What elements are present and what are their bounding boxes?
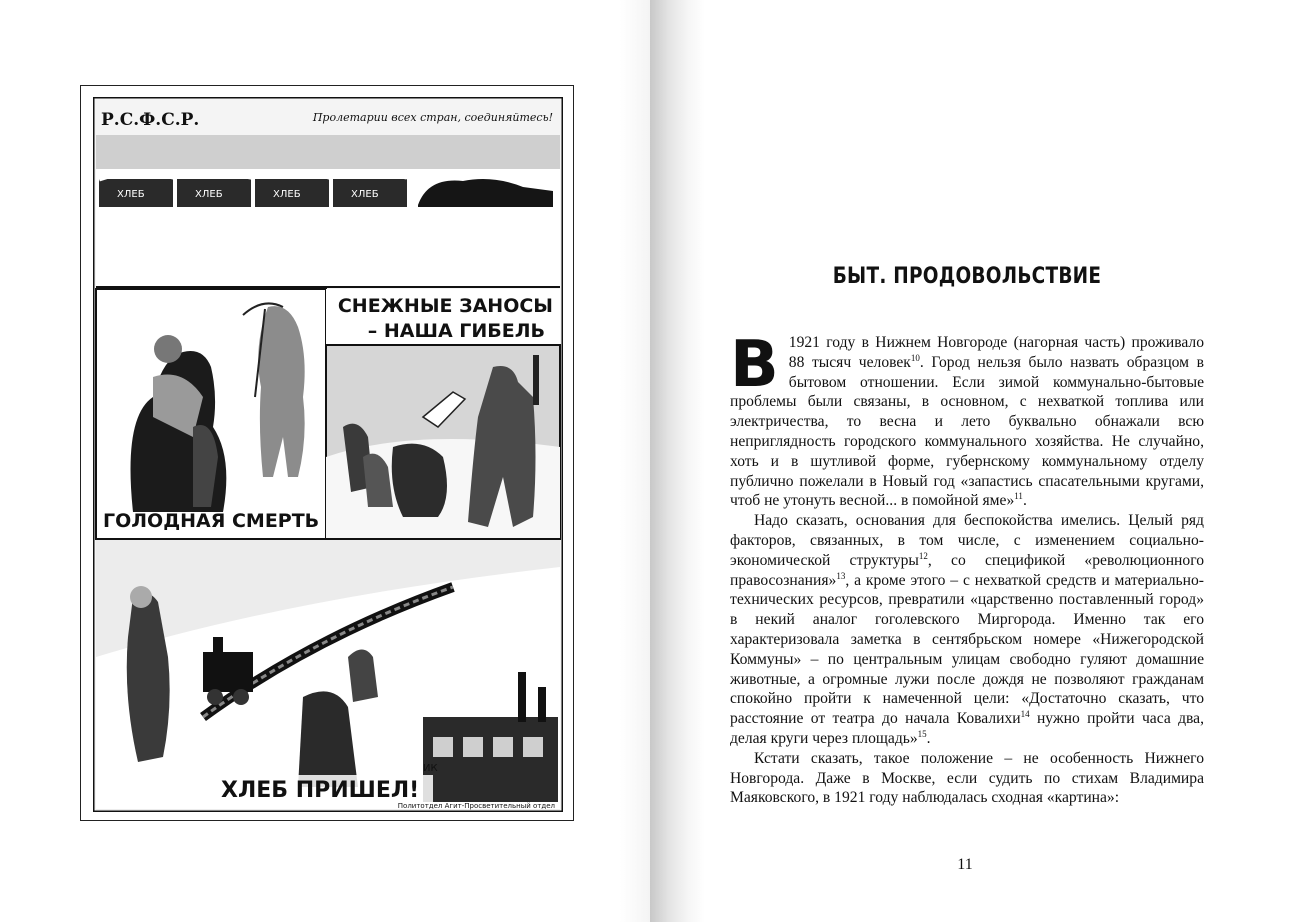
caption-bread-arrived: ХЛЕБ ПРИШЕЛ! [221, 778, 420, 803]
bread-train-top [96, 169, 560, 215]
wagon-label-2: ХЛЕБ [195, 189, 223, 200]
poster-footer-text: Политотдел Агит-Просветительный отдел [397, 802, 555, 810]
wagon-label-1: ХЛЕБ [117, 189, 145, 200]
footnote-ref-14[interactable]: 14 [1020, 708, 1030, 719]
paragraph-2 [730, 511, 1204, 749]
paragraph-1-text-c: . [1022, 492, 1027, 510]
chapter-title: БЫТ. ПРОДОВОЛЬСТВИЕ [832, 264, 1102, 289]
paragraph-2-text-a: Надо сказать, основания для беспокойства имелись. Целый ряд факторов, связанных, в том числе, с изменением социально-экономической структуры [730, 512, 1204, 569]
drop-cap: В [730, 328, 779, 402]
body-text [730, 328, 1204, 808]
footnote-ref-12[interactable]: 12 [918, 550, 928, 561]
paragraph-1 [730, 328, 1204, 511]
footnote-ref-10[interactable]: 10 [910, 352, 920, 363]
footnote-ref-11[interactable]: 11 [1014, 491, 1023, 502]
footnote-ref-15[interactable]: 15 [917, 728, 927, 739]
paragraph-3-text: Кстати сказать, такое положение – не особенность Нижнего Новгорода. Даже в Москве, если судить по стихам Владимира Маяковского, в 1921 году наблюдалась сходная «картина»: [730, 749, 1204, 807]
wagon-label-3: ХЛЕБ [273, 189, 301, 200]
footnote-ref-13[interactable]: 13 [836, 570, 846, 581]
poster-top-right-text: Пролетарии всех стран, соединяйтесь! [312, 111, 553, 124]
paragraph-2-text-c: , а кроме этого – с нехваткой средств и материально-технических ресурсов, превратили «царственно поставленный город» в некий аналог гоголевского Миргорода. Именно так его характеризовала заметка в сентябрьском номере «Нижегородской Коммуны» – по центральным улицам свободно гуляют домашние животные, а огромные лужи после дождя не позволяют гражданам спокойно пройти к намеченной цели: «Достаточно сказать, что расстояние от театра до начала Ковалихи [730, 571, 1204, 728]
paragraph-3 [730, 749, 1204, 808]
gutter-shadow-left [620, 0, 650, 922]
paragraph-2-text-d: нужно пройти часа два, делая круги через площадь» [730, 710, 1204, 747]
paragraph-1-text-b: . Город нельзя было назвать образцом в бытовом отношении. Если зимой коммунально-бытовые проблемы были связаны, в основном, с нехваткой топлива или электричества, то весна и лето буквально обнажали всю неприглядность городского коммунального хозяйства. Не случайно, хоть и в шутливой форме, губернскому коммунальному отделу публично пожелали в Новый год «запастись спасательными кругами, чтоб не утонуть весной... в помойной яме» [730, 353, 1204, 510]
paragraph-2-text-e: . [926, 729, 931, 747]
caption-snow-drifts-2: – НАША ГИБЕЛЬ [367, 320, 545, 342]
caption-hunger-death: ГОЛОДНАЯ СМЕРТЬ [103, 510, 320, 532]
caption-snow-drifts-1: СНЕЖНЫЕ ЗАНОСЫ [337, 295, 553, 317]
propaganda-poster-image [93, 97, 563, 812]
poster-signature: ИК [423, 763, 438, 774]
paragraph-1-text-a: 1921 году в Нижнем Новгороде (нагорная часть) проживало 88 тысяч человек [788, 334, 1204, 371]
poster-top-left-text: Р.С.Ф.С.Р. [101, 110, 200, 130]
paragraph-2-text-b: , со спецификой «революционного правосознания» [730, 551, 1204, 589]
gutter-shadow-right [650, 0, 705, 922]
wagon-label-4: ХЛЕБ [351, 189, 379, 200]
page-number: 11 [957, 856, 973, 873]
